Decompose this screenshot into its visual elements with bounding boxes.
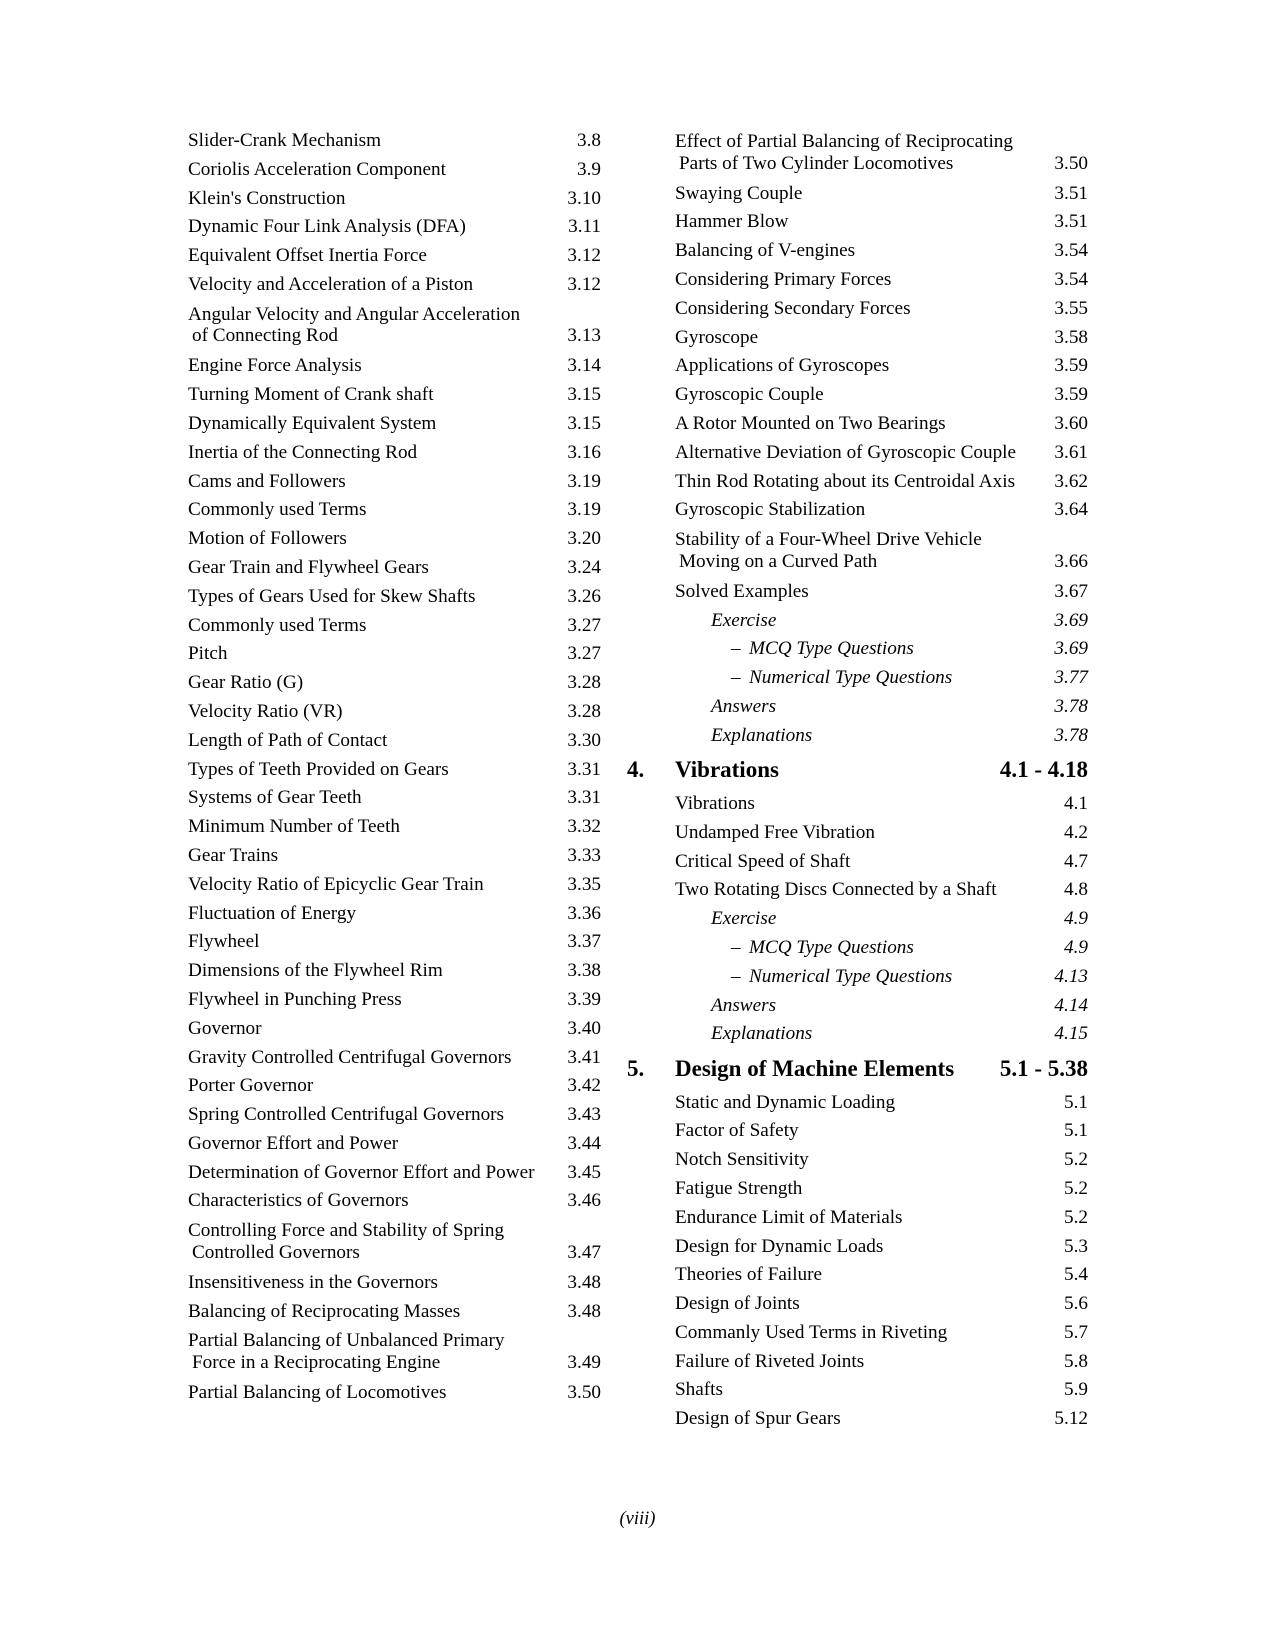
chapter-page-range: 4.1 - 4.18 xyxy=(999,756,1088,782)
toc-entry-title-line2: of Connecting Rod xyxy=(192,325,339,347)
toc-entry-title-line2: Moving on a Curved Path xyxy=(679,550,878,572)
toc-entry-page: 3.54 xyxy=(1054,240,1088,262)
toc-entry[interactable] xyxy=(675,414,1088,433)
toc-entry-title-line2: Force in a Reciprocating Engine xyxy=(192,1351,441,1373)
toc-entry-title: Cams and Followers xyxy=(188,470,346,492)
toc-entry-title: Types of Gears Used for Skew Shafts xyxy=(188,585,476,607)
toc-entry-page: 3.11 xyxy=(568,216,601,238)
toc-entry[interactable] xyxy=(188,131,601,150)
toc-entry-title: Explanations xyxy=(711,724,813,746)
toc-entry-page: 4.7 xyxy=(1064,850,1088,872)
toc-entry[interactable] xyxy=(188,1048,601,1067)
toc-entry-title: Length of Path of Contact xyxy=(188,729,388,751)
toc-entry-page: 3.12 xyxy=(567,245,601,267)
toc-entry[interactable] xyxy=(188,304,601,347)
toc-entry-page: 3.50 xyxy=(567,1382,601,1404)
toc-entry-title: Pitch xyxy=(188,643,228,665)
toc-entry-title: Considering Secondary Forces xyxy=(675,297,911,319)
toc-entry-page: 5.1 xyxy=(1064,1091,1088,1113)
toc-entry-title: Dynamically Equivalent System xyxy=(188,412,437,434)
toc-entry-page: 3.30 xyxy=(567,729,601,751)
toc-entry[interactable] xyxy=(675,852,1088,871)
toc-entry-title: Characteristics of Governors xyxy=(188,1190,409,1212)
toc-entry-title-line1: Effect of Partial Balancing of Reciprocating xyxy=(675,131,1013,152)
toc-entry[interactable] xyxy=(675,1294,1088,1313)
toc-entry[interactable] xyxy=(675,241,1088,260)
toc-entry[interactable] xyxy=(188,1383,601,1402)
toc-entry-page: 3.59 xyxy=(1054,384,1088,406)
toc-entry[interactable] xyxy=(675,1208,1088,1227)
toc-entry[interactable] xyxy=(675,996,1088,1015)
toc-entry-page: 3.35 xyxy=(567,873,601,895)
toc-entry[interactable] xyxy=(188,275,601,294)
toc-entry-page: 3.37 xyxy=(567,931,601,953)
toc-entry[interactable] xyxy=(188,1134,601,1153)
toc-entry-page: 3.43 xyxy=(567,1104,601,1126)
toc-entry-page: 3.54 xyxy=(1054,268,1088,290)
toc-entry[interactable] xyxy=(188,189,601,208)
toc-entry-title: Slider-Crank Mechanism xyxy=(188,130,382,151)
toc-entry-title: Hammer Blow xyxy=(675,211,789,233)
toc-entry-page: 3.38 xyxy=(567,960,601,982)
toc-entry-title: Solved Examples xyxy=(675,580,809,602)
toc-entry-title: Governor Effort and Power xyxy=(188,1132,399,1154)
toc-entry[interactable] xyxy=(188,443,601,462)
toc-entry[interactable] xyxy=(188,1330,601,1373)
toc-entry[interactable] xyxy=(188,1302,601,1321)
toc-entry-title: Velocity and Acceleration of a Piston xyxy=(188,273,474,295)
toc-entry-title: Coriolis Acceleration Component xyxy=(188,158,446,180)
toc-entry-page: 3.12 xyxy=(567,273,601,295)
toc-entry[interactable] xyxy=(675,611,1088,630)
toc-entry-page: 3.51 xyxy=(1054,211,1088,233)
toc-entry-page: 3.69 xyxy=(1054,609,1088,631)
toc-entry-title: Critical Speed of Shaft xyxy=(675,850,851,872)
toc-entry-title: Velocity Ratio of Epicyclic Gear Train xyxy=(188,873,484,895)
toc-entry[interactable] xyxy=(675,726,1088,745)
toc-entry-page: 3.15 xyxy=(567,384,601,406)
toc-entry-page: 5.12 xyxy=(1054,1408,1088,1430)
chapter-heading[interactable] xyxy=(627,757,1088,783)
toc-entry-title: Commonly used Terms xyxy=(188,499,367,521)
toc-entry-title: Gyroscopic Stabilization xyxy=(675,499,866,521)
toc-entry[interactable] xyxy=(675,668,1088,687)
toc-entry-title: Inertia of the Connecting Rod xyxy=(188,441,418,463)
toc-entry-title: Equivalent Offset Inertia Force xyxy=(188,245,427,267)
toc-entry-title: Design of Spur Gears xyxy=(675,1408,841,1430)
toc-entry[interactable] xyxy=(675,472,1088,491)
toc-entry-page: 5.3 xyxy=(1064,1235,1088,1257)
toc-entry[interactable] xyxy=(188,846,601,865)
toc-entry-title: Static and Dynamic Loading xyxy=(675,1091,896,1113)
toc-entry[interactable] xyxy=(188,1220,601,1263)
toc-entry-page: 3.48 xyxy=(567,1300,601,1322)
toc-entry-page: 3.28 xyxy=(567,672,601,694)
toc-entry-title: Fatigue Strength xyxy=(675,1177,803,1199)
toc-entry[interactable] xyxy=(188,160,601,179)
toc-entry[interactable] xyxy=(188,616,601,635)
toc-entry[interactable] xyxy=(675,1024,1088,1043)
toc-entry[interactable] xyxy=(188,961,601,980)
toc-entry[interactable] xyxy=(675,938,1088,957)
toc-entry-page: 3.19 xyxy=(567,470,601,492)
toc-entry-page: 3.16 xyxy=(567,441,601,463)
toc-entry-page: 3.27 xyxy=(567,614,601,636)
toc-entry-title: Systems of Gear Teeth xyxy=(188,787,362,809)
toc-entry[interactable] xyxy=(188,1163,601,1182)
toc-entry-line2 xyxy=(188,325,601,347)
toc-entry-page: 3.47 xyxy=(567,1241,601,1263)
toc-entry-page: 3.60 xyxy=(1054,412,1088,434)
toc-entry[interactable] xyxy=(675,529,1088,572)
toc-entry-title: Commonly used Terms xyxy=(188,614,367,636)
toc-entry-title: Applications of Gyroscopes xyxy=(675,355,890,377)
toc-entry[interactable] xyxy=(188,817,601,836)
toc-entry-page: 4.2 xyxy=(1064,821,1088,843)
toc-entry-title: Design for Dynamic Loads xyxy=(675,1235,884,1257)
toc-entry-title: Gear Ratio (G) xyxy=(188,672,304,694)
toc-entry-page: 3.49 xyxy=(567,1351,601,1373)
toc-entry-page: 5.9 xyxy=(1064,1379,1088,1401)
toc-entry-title: Shafts xyxy=(675,1379,723,1401)
toc-entry-title: Failure of Riveted Joints xyxy=(675,1350,865,1372)
toc-entry-page: 3.40 xyxy=(567,1017,601,1039)
toc-entry-page: 3.8 xyxy=(577,130,601,151)
toc-entry-label: MCQ Type Questions xyxy=(749,936,914,958)
toc-entry-title: Turning Moment of Crank shaft xyxy=(188,384,434,406)
chapter-number: 5. xyxy=(627,1055,645,1081)
toc-entry-title: Partial Balancing of Locomotives xyxy=(188,1382,447,1404)
toc-entry-page: 3.39 xyxy=(567,988,601,1010)
toc-entry[interactable] xyxy=(188,760,601,779)
toc-entry-title: Fluctuation of Energy xyxy=(188,902,357,924)
toc-entry-title: Gear Trains xyxy=(188,844,279,866)
toc-entry-title: Dynamic Four Link Analysis (DFA) xyxy=(188,216,466,238)
toc-entry[interactable] xyxy=(188,356,601,375)
toc-entry-page: 4.8 xyxy=(1064,879,1088,901)
toc-columns xyxy=(188,131,1088,1438)
toc-entry-page: 3.59 xyxy=(1054,355,1088,377)
toc-entry-page: 3.14 xyxy=(567,355,601,377)
toc-entry-title-line2: Controlled Governors xyxy=(192,1241,360,1263)
toc-entry[interactable] xyxy=(675,443,1088,462)
toc-entry[interactable] xyxy=(188,587,601,606)
chapter-title: Design of Machine Elements xyxy=(675,1055,955,1081)
toc-entry[interactable] xyxy=(188,558,601,577)
toc-entry-page: 3.26 xyxy=(567,585,601,607)
page-number-label: (viii) xyxy=(619,1509,656,1529)
toc-entry-page: 4.9 xyxy=(1064,908,1088,930)
toc-entry-title: Undamped Free Vibration xyxy=(675,821,875,843)
toc-entry-page: 5.4 xyxy=(1064,1264,1088,1286)
toc-entry[interactable] xyxy=(675,1150,1088,1169)
toc-entry-title-line1: Partial Balancing of Unbalanced Primary xyxy=(188,1330,505,1352)
toc-entry-page: 3.42 xyxy=(567,1075,601,1097)
toc-entry-title: Gyroscope xyxy=(675,326,759,348)
toc-entry[interactable] xyxy=(188,932,601,951)
toc-entry[interactable] xyxy=(675,1179,1088,1198)
toc-entry-title: Klein's Construction xyxy=(188,187,346,209)
toc-entry[interactable] xyxy=(675,1237,1088,1256)
toc-entry[interactable] xyxy=(675,1265,1088,1284)
toc-entry[interactable] xyxy=(188,414,601,433)
toc-entry[interactable] xyxy=(675,1121,1088,1140)
toc-entry-line2 xyxy=(188,1242,601,1264)
toc-entry-title: Balancing of V-engines xyxy=(675,240,856,262)
toc-entry-page: 5.2 xyxy=(1064,1206,1088,1228)
toc-entry-title: Governor xyxy=(188,1017,262,1039)
toc-entry[interactable] xyxy=(675,909,1088,928)
toc-entry-title: Notch Sensitivity xyxy=(675,1149,809,1171)
toc-entry-title xyxy=(731,639,1028,658)
toc-entry-title: Insensitiveness in the Governors xyxy=(188,1271,438,1293)
toc-entry-page: 3.62 xyxy=(1054,470,1088,492)
toc-entry-page: 3.77 xyxy=(1054,667,1088,689)
toc-entry[interactable] xyxy=(675,1409,1088,1428)
toc-entry-page: 5.7 xyxy=(1064,1321,1088,1343)
toc-entry[interactable] xyxy=(675,385,1088,404)
toc-entry-title: Minimum Number of Teeth xyxy=(188,816,400,838)
toc-entry-page: 4.9 xyxy=(1064,936,1088,958)
toc-entry-title: Balancing of Reciprocating Masses xyxy=(188,1300,461,1322)
toc-entry[interactable] xyxy=(188,644,601,663)
toc-entry-page: 3.13 xyxy=(567,325,601,347)
toc-entry[interactable] xyxy=(188,529,601,548)
toc-entry-page: 3.15 xyxy=(567,412,601,434)
toc-entry[interactable] xyxy=(675,823,1088,842)
toc-entry-title: Vibrations xyxy=(675,792,755,814)
toc-entry-title: Porter Governor xyxy=(188,1075,314,1097)
toc-entry-page: 3.61 xyxy=(1054,441,1088,463)
toc-entry-page: 4.15 xyxy=(1054,1023,1088,1045)
toc-entry-title: Explanations xyxy=(711,1023,813,1045)
toc-entry-page: 3.27 xyxy=(567,643,601,665)
toc-entry[interactable] xyxy=(675,131,1088,174)
chapter-heading[interactable] xyxy=(627,1056,1088,1082)
toc-entry-page: 4.1 xyxy=(1064,792,1088,814)
toc-entry-title: Spring Controlled Centrifugal Governors xyxy=(188,1104,505,1126)
toc-entry-page: 3.10 xyxy=(567,187,601,209)
toc-entry-line2 xyxy=(188,1352,601,1374)
toc-entry-page: 3.32 xyxy=(567,816,601,838)
toc-entry-title: Determination of Governor Effort and Power xyxy=(188,1161,535,1183)
toc-entry-title: Theories of Failure xyxy=(675,1264,823,1286)
toc-entry-page: 3.28 xyxy=(567,700,601,722)
toc-entry-page: 3.46 xyxy=(567,1190,601,1212)
chapter-title: Vibrations xyxy=(675,756,779,782)
toc-left-column xyxy=(188,131,601,1438)
toc-entry[interactable] xyxy=(188,1273,601,1292)
toc-entry-page: 3.45 xyxy=(567,1161,601,1183)
toc-entry[interactable] xyxy=(188,217,601,236)
toc-entry-title: Engine Force Analysis xyxy=(188,355,362,377)
toc-entry-title: Commanly Used Terms in Riveting xyxy=(675,1321,948,1343)
toc-entry-page: 5.2 xyxy=(1064,1177,1088,1199)
toc-entry[interactable] xyxy=(675,356,1088,375)
toc-entry[interactable] xyxy=(675,328,1088,347)
toc-entry-page: 5.1 xyxy=(1064,1120,1088,1142)
toc-entry-title xyxy=(731,938,1028,957)
chapter-number: 4. xyxy=(627,756,645,782)
toc-entry[interactable] xyxy=(188,1076,601,1095)
toc-entry[interactable] xyxy=(188,500,601,519)
toc-entry-page: 5.2 xyxy=(1064,1149,1088,1171)
toc-entry[interactable] xyxy=(675,1380,1088,1399)
toc-entry-title: Dimensions of the Flywheel Rim xyxy=(188,960,443,982)
toc-entry-label: Numerical Type Questions xyxy=(749,667,953,689)
toc-entry[interactable] xyxy=(188,246,601,265)
toc-entry-page: 3.31 xyxy=(567,758,601,780)
toc-entry-page: 3.64 xyxy=(1054,499,1088,521)
toc-entry-title: Two Rotating Discs Connected by a Shaft xyxy=(675,879,997,901)
toc-entry-page: 5.8 xyxy=(1064,1350,1088,1372)
toc-entry[interactable] xyxy=(675,1323,1088,1342)
toc-entry-page: 4.13 xyxy=(1054,965,1088,987)
toc-entry-page: 4.14 xyxy=(1054,994,1088,1016)
toc-entry-title: Gear Train and Flywheel Gears xyxy=(188,556,429,578)
toc-entry-page: 3.20 xyxy=(567,528,601,550)
toc-entry[interactable] xyxy=(675,967,1088,986)
toc-entry-page: 3.78 xyxy=(1054,724,1088,746)
toc-entry[interactable] xyxy=(188,904,601,923)
toc-entry-page: 3.67 xyxy=(1054,580,1088,602)
toc-entry[interactable] xyxy=(188,731,601,750)
toc-entry[interactable] xyxy=(675,299,1088,318)
toc-entry-title xyxy=(731,967,1028,986)
toc-entry-page: 3.69 xyxy=(1054,638,1088,660)
toc-entry-page: 3.50 xyxy=(1054,152,1088,174)
dash-bullet-icon: – xyxy=(731,667,741,689)
toc-entry-title: Alternative Deviation of Gyroscopic Couple xyxy=(675,441,1017,463)
toc-entry[interactable] xyxy=(188,1191,601,1210)
toc-entry-label: MCQ Type Questions xyxy=(749,638,914,660)
toc-entry-page: 3.41 xyxy=(567,1046,601,1068)
toc-entry-page: 3.78 xyxy=(1054,695,1088,717)
toc-entry-page: 3.55 xyxy=(1054,297,1088,319)
chapter-page-range: 5.1 - 5.38 xyxy=(999,1055,1088,1081)
toc-entry-title: Exercise xyxy=(711,908,777,930)
toc-entry-title: Swaying Couple xyxy=(675,182,803,204)
toc-entry[interactable] xyxy=(675,1352,1088,1371)
toc-entry-title: Thin Rod Rotating about its Centroidal Axis xyxy=(675,470,1016,492)
toc-entry-title-line1: Angular Velocity and Angular Acceleration xyxy=(188,303,521,325)
toc-entry-title: Answers xyxy=(711,994,777,1016)
toc-entry-line2 xyxy=(675,153,1088,175)
dash-bullet-icon: – xyxy=(731,965,741,987)
toc-entry-title xyxy=(731,668,1028,687)
toc-entry-title: Flywheel in Punching Press xyxy=(188,988,402,1010)
toc-entry[interactable] xyxy=(188,788,601,807)
toc-entry[interactable] xyxy=(188,472,601,491)
toc-entry[interactable] xyxy=(188,875,601,894)
toc-entry[interactable] xyxy=(675,794,1088,813)
toc-entry-page: 3.31 xyxy=(567,787,601,809)
toc-entry-page: 3.51 xyxy=(1054,182,1088,204)
toc-entry-title: A Rotor Mounted on Two Bearings xyxy=(675,412,946,434)
toc-entry-page: 3.9 xyxy=(577,158,601,180)
toc-entry-page: 3.36 xyxy=(567,902,601,924)
toc-entry[interactable] xyxy=(188,1105,601,1124)
toc-entry-title: Gyroscopic Couple xyxy=(675,384,824,406)
toc-entry-title: Motion of Followers xyxy=(188,528,347,550)
toc-entry[interactable] xyxy=(675,1093,1088,1112)
toc-entry[interactable] xyxy=(675,697,1088,716)
toc-entry[interactable] xyxy=(675,270,1088,289)
toc-entry-page: 3.66 xyxy=(1054,550,1088,572)
toc-right-column xyxy=(627,131,1088,1438)
toc-entry[interactable] xyxy=(188,673,601,692)
toc-entry-title: Factor of Safety xyxy=(675,1120,799,1142)
page-footer xyxy=(0,1509,1275,1530)
toc-entry-page: 3.44 xyxy=(567,1132,601,1154)
dash-bullet-icon: – xyxy=(731,936,741,958)
toc-entry-title: Velocity Ratio (VR) xyxy=(188,700,343,722)
toc-entry-title: Endurance Limit of Materials xyxy=(675,1206,903,1228)
toc-entry-page: 3.33 xyxy=(567,844,601,866)
toc-entry-title: Exercise xyxy=(711,609,777,631)
toc-entry-page: 5.6 xyxy=(1064,1293,1088,1315)
toc-entry-page: 3.58 xyxy=(1054,326,1088,348)
toc-entry[interactable] xyxy=(675,212,1088,231)
dash-bullet-icon: – xyxy=(731,638,741,660)
toc-entry-page: 3.24 xyxy=(567,556,601,578)
toc-entry[interactable] xyxy=(675,582,1088,601)
toc-entry-title-line1: Controlling Force and Stability of Spring xyxy=(188,1220,505,1242)
toc-entry-title: Flywheel xyxy=(188,931,260,953)
toc-entry[interactable] xyxy=(188,990,601,1009)
toc-entry-title: Types of Teeth Provided on Gears xyxy=(188,758,449,780)
toc-entry-line2 xyxy=(675,551,1088,573)
toc-entry-title: Gravity Controlled Centrifugal Governors xyxy=(188,1046,512,1068)
toc-entry-page: 3.19 xyxy=(567,499,601,521)
toc-entry[interactable] xyxy=(675,639,1088,658)
toc-entry[interactable] xyxy=(675,880,1088,899)
toc-entry-title: Design of Joints xyxy=(675,1293,800,1315)
toc-entry-label: Numerical Type Questions xyxy=(749,965,953,987)
toc-entry[interactable] xyxy=(675,500,1088,519)
toc-entry-title-line1: Stability of a Four-Wheel Drive Vehicle xyxy=(675,529,982,551)
toc-entry[interactable] xyxy=(188,385,601,404)
toc-entry[interactable] xyxy=(675,184,1088,203)
toc-entry[interactable] xyxy=(188,702,601,721)
toc-entry-title: Answers xyxy=(711,695,777,717)
toc-entry-title: Considering Primary Forces xyxy=(675,268,892,290)
toc-entry-title-line2: Parts of Two Cylinder Locomotives xyxy=(679,152,954,174)
toc-entry[interactable] xyxy=(188,1019,601,1038)
toc-entry-page: 3.48 xyxy=(567,1271,601,1293)
